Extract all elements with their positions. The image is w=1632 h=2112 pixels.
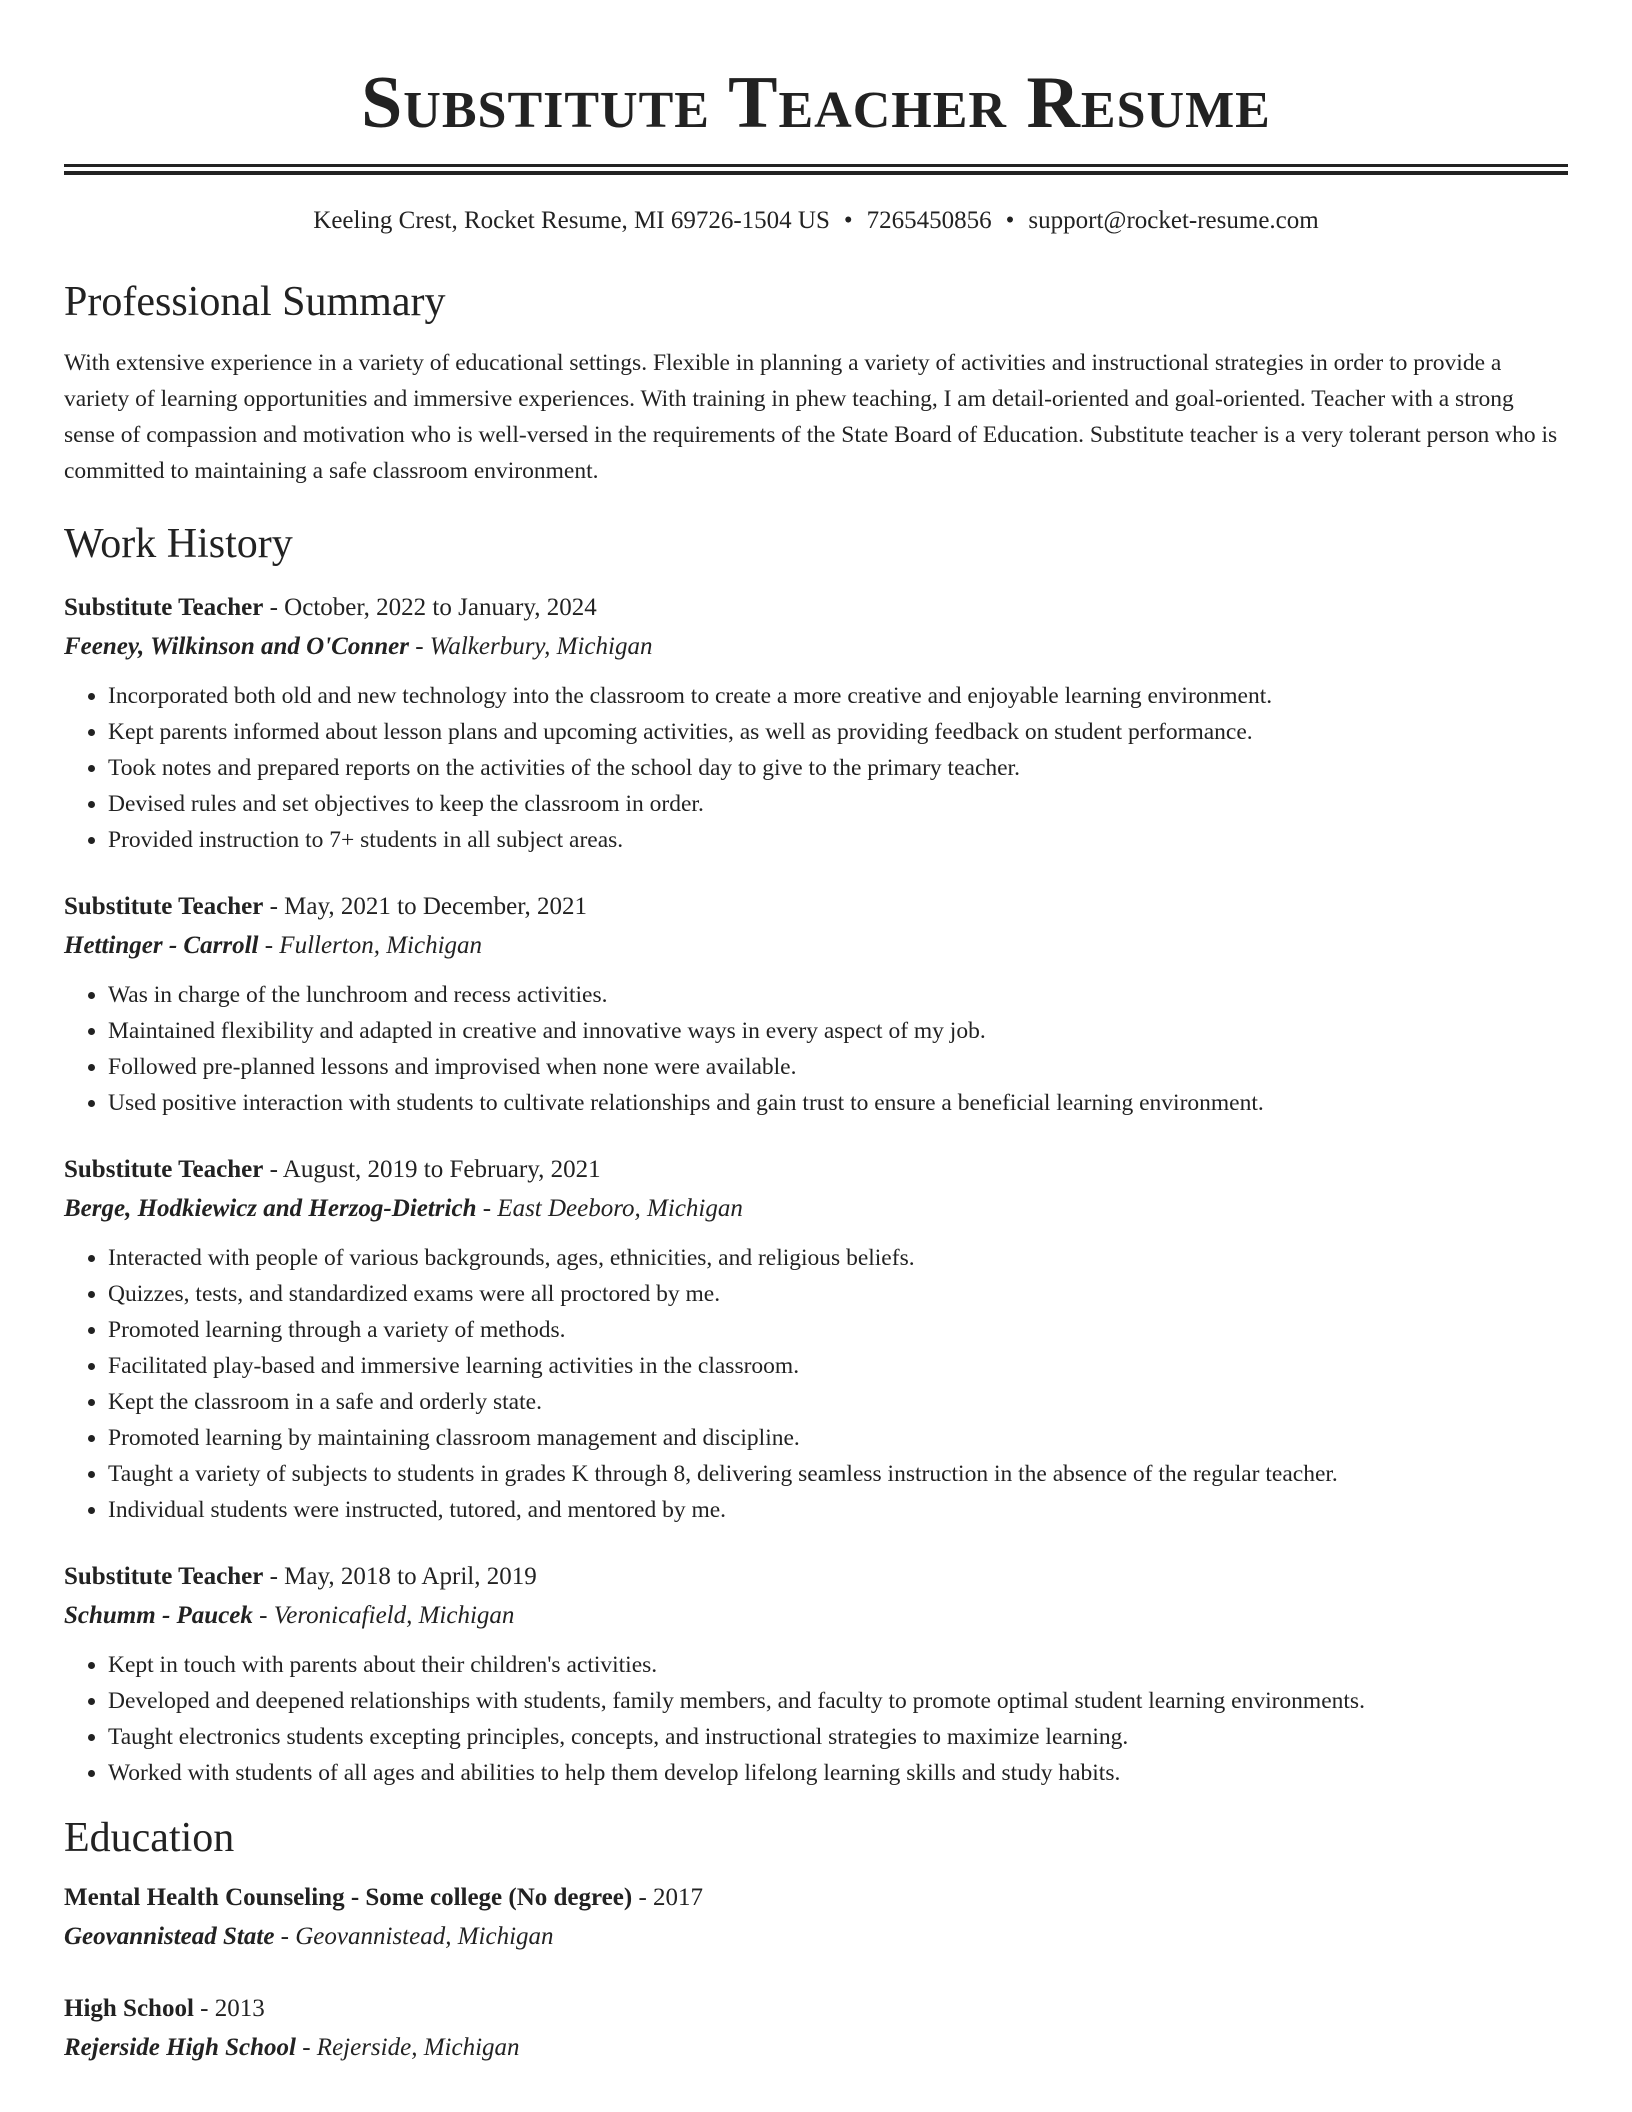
job-bullet: • Facilitated play-based and immersive learning activities in the classroom. (108, 1348, 1568, 1384)
company-name: Schumm - Paucek (64, 1602, 253, 1629)
job-bullet: • Provided instruction to 7+ students in all subject areas. (108, 822, 1568, 858)
job-bullet: • Devised rules and set objectives to keep the classroom in order. (108, 786, 1568, 822)
contact-separator: • (1005, 207, 1015, 234)
resume-page (64, 0, 1568, 2067)
job-bullet: • Maintained flexibility and adapted in creative and innovative ways in every aspect of my job. (108, 1013, 1568, 1049)
job-bullet: • Used positive interaction with students to cultivate relationships and gain trust to ensure a beneficial learning environment. (108, 1085, 1568, 1121)
company-location: - East Deeboro, Michigan (476, 1195, 743, 1222)
contact-email: support@rocket-resume.com (1028, 207, 1319, 234)
job-bullet: • Promoted learning through a variety of methods. (108, 1312, 1568, 1348)
education-entry (64, 1990, 1568, 2067)
job-bullet: • Promoted learning by maintaining classroom management and discipline. (108, 1420, 1568, 1456)
school-location: - Geovannistead, Michigan (274, 1923, 554, 1950)
school-name: Geovannistead State (64, 1923, 275, 1950)
job-title-line (64, 888, 1568, 926)
job-bullet: • Took notes and prepared reports on the activities of the school day to give to the primary teacher. (108, 750, 1568, 786)
school-line (64, 2028, 1568, 2067)
job-bullet: • Quizzes, tests, and standardized exams were all proctored by me. (108, 1276, 1568, 1312)
job-title-line (64, 589, 1568, 627)
company-location: - Fullerton, Michigan (258, 932, 483, 959)
contact-line (64, 205, 1568, 237)
degree-year: - 2013 (193, 1995, 265, 2022)
degree-line (64, 1990, 1568, 2028)
job-entry (64, 589, 1568, 858)
job-bullet: • Kept parents informed about lesson plans and upcoming activities, as well as providing feedback on student performance. (108, 714, 1568, 750)
job-bullet: • Taught electronics students excepting principles, concepts, and instructional strategies to maximize learning. (108, 1719, 1568, 1755)
company-line (64, 926, 1568, 965)
company-line (64, 627, 1568, 666)
work-history-heading: Work History (64, 521, 293, 567)
summary-heading: Professional Summary (64, 279, 446, 325)
contact-address: Keeling Crest, Rocket Resume, MI 69726-1504 US (313, 207, 830, 234)
degree-name: Mental Health Counseling - Some college (No degree) (64, 1884, 633, 1911)
job-dates: - August, 2019 to February, 2021 (263, 1156, 601, 1183)
job-bullet: • Worked with students of all ages and abilities to help them develop lifelong learning skills and study habits. (108, 1755, 1568, 1791)
job-role: Substitute Teacher (64, 893, 264, 920)
job-bullet: • Kept the classroom in a safe and orderly state. (108, 1384, 1568, 1420)
school-location: - Rejerside, Michigan (295, 2034, 520, 2061)
job-role: Substitute Teacher (64, 594, 264, 621)
job-bullet: • Was in charge of the lunchroom and recess activities. (108, 977, 1568, 1013)
job-title-line (64, 1558, 1568, 1596)
education-heading: Education (64, 1815, 235, 1861)
job-bullets (64, 977, 1568, 1121)
job-dates: - May, 2018 to April, 2019 (263, 1563, 537, 1590)
job-dates: - May, 2021 to December, 2021 (263, 893, 588, 920)
company-location: - Walkerbury, Michigan (408, 633, 653, 660)
job-bullets (64, 1647, 1568, 1791)
company-name: Berge, Hodkiewicz and Herzog-Dietrich (64, 1195, 477, 1222)
job-entry (64, 1558, 1568, 1791)
job-bullets (64, 678, 1568, 858)
company-name: Hettinger - Carroll (64, 932, 259, 959)
job-bullet: • Followed pre-planned lessons and improvised when none were available. (108, 1049, 1568, 1085)
job-role: Substitute Teacher (64, 1563, 264, 1590)
school-name: Rejerside High School (64, 2034, 296, 2061)
company-name: Feeney, Wilkinson and O'Conner (64, 633, 409, 660)
job-bullet: • Incorporated both old and new technology into the classroom to create a more creative and enjoyable learning environment. (108, 678, 1568, 714)
job-entry (64, 888, 1568, 1121)
company-location: - Veronicafield, Michigan (252, 1602, 515, 1629)
school-line (64, 1917, 1568, 1956)
contact-separator: • (843, 207, 853, 234)
job-bullet: • Interacted with people of various backgrounds, ages, ethnicities, and religious beliefs. (108, 1240, 1568, 1276)
education-entry (64, 1879, 1568, 1956)
job-bullet: • Taught a variety of subjects to students in grades K through 8, delivering seamless instruction in the absence of the regular teacher. (108, 1456, 1568, 1492)
job-bullet: • Developed and deepened relationships with students, family members, and faculty to promote optimal student learning environments. (108, 1683, 1568, 1719)
job-bullet: • Individual students were instructed, tutored, and mentored by me. (108, 1492, 1568, 1528)
job-dates: - October, 2022 to January, 2024 (263, 594, 597, 621)
contact-phone: 7265450856 (866, 207, 992, 234)
degree-year: - 2017 (632, 1884, 704, 1911)
summary-text: With extensive experience in a variety of educational settings. Flexible in planning a variety of activities and instructional strategies in order to provide a variety of learning opportunities and immersive experiences. With training in phew teaching, I am detail-oriented and goal-oriented. Teacher with a strong sense of compassion and motivation who is well-versed in the requirements of the State Board of Education. Substitute teacher is a very tolerant person who is committed to maintaining a safe classroom environment. (64, 350, 1558, 484)
job-bullets (64, 1240, 1568, 1528)
job-entry (64, 1151, 1568, 1528)
company-line (64, 1189, 1568, 1228)
title-divider (64, 164, 1568, 175)
job-role: Substitute Teacher (64, 1156, 264, 1183)
company-line (64, 1596, 1568, 1635)
job-title-line (64, 1151, 1568, 1189)
degree-line (64, 1879, 1568, 1917)
resume-title: Substitute Teacher Resume (361, 62, 1271, 144)
degree-name: High School (64, 1995, 194, 2022)
job-bullet: • Kept in touch with parents about their children's activities. (108, 1647, 1568, 1683)
